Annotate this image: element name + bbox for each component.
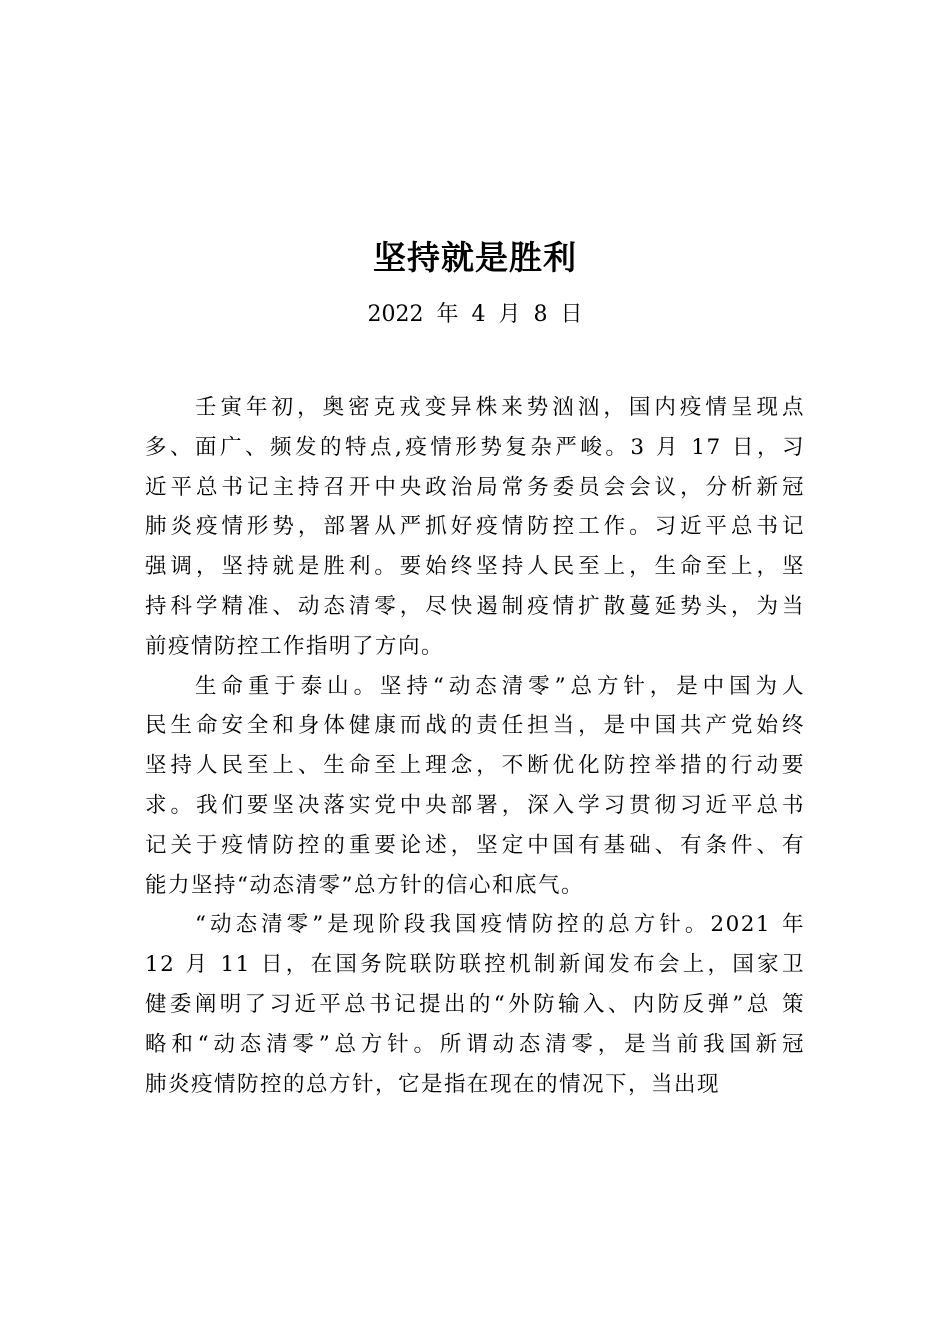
paragraph-line: 民生命安全和身体健康而战的责任担当，是中国共产党始终 xyxy=(145,713,805,739)
paragraph-line: 健委阐明了习近平总书记提出的“外防输入、内防反弹”总 策 xyxy=(145,991,805,1017)
paragraph-line: 多、面广、频发的特点,疫情形势复杂严峻。3 月 17 日，习 xyxy=(145,434,805,460)
document-date: 2022 年 4 月 8 日 xyxy=(367,302,583,327)
paragraph-line: 能力坚持“动态清零”总方针的信心和底气。 xyxy=(145,872,584,898)
paragraph-line: 强调，坚持就是胜利。要始终坚持人民至上，生命至上，坚 xyxy=(145,554,805,580)
paragraph-line: 坚持人民至上、生命至上理念，不断优化防控举措的行动要 xyxy=(145,753,805,779)
paragraph-line: 壬寅年初，奥密克戎变异株来势汹汹，国内疫情呈现点 xyxy=(195,395,805,420)
paragraph-line: 肺炎疫情防控的总方针，它是指在现在的情况下，当出现 xyxy=(145,1071,721,1097)
paragraph-line: 近平总书记主持召开中央政治局常务委员会会议，分析新冠 xyxy=(145,474,805,500)
paragraph-line: 持科学精准、动态清零，尽快遏制疫情扩散蔓延势头，为当 xyxy=(145,593,805,619)
paragraph-line: 记关于疫情防控的重要论述，坚定中国有基础、有条件、有 xyxy=(145,832,805,858)
paragraph-line: 求。我们要坚决落实党中央部署，深入学习贯彻习近平总书 xyxy=(145,792,805,818)
paragraph-line: 略和“动态清零”总方针。所谓动态清零，是当前我国新冠 xyxy=(145,1031,805,1057)
document-body xyxy=(145,388,805,1104)
paragraph-line: 肺炎疫情形势，部署从严抓好疫情防控工作。习近平总书记 xyxy=(145,514,805,540)
paragraph-line: 12 月 11 日，在国务院联防联控机制新闻发布会上，国家卫 xyxy=(145,952,805,978)
paragraph-line: “动态清零”是现阶段我国疫情防控的总方针。2021 年 xyxy=(195,912,805,938)
document-title: 坚持就是胜利 xyxy=(373,238,577,277)
paragraph-line: 生命重于泰山。坚持“动态清零”总方针，是中国为人 xyxy=(195,673,805,699)
paragraph-line: 前疫情防控工作指明了方向。 xyxy=(145,633,445,659)
